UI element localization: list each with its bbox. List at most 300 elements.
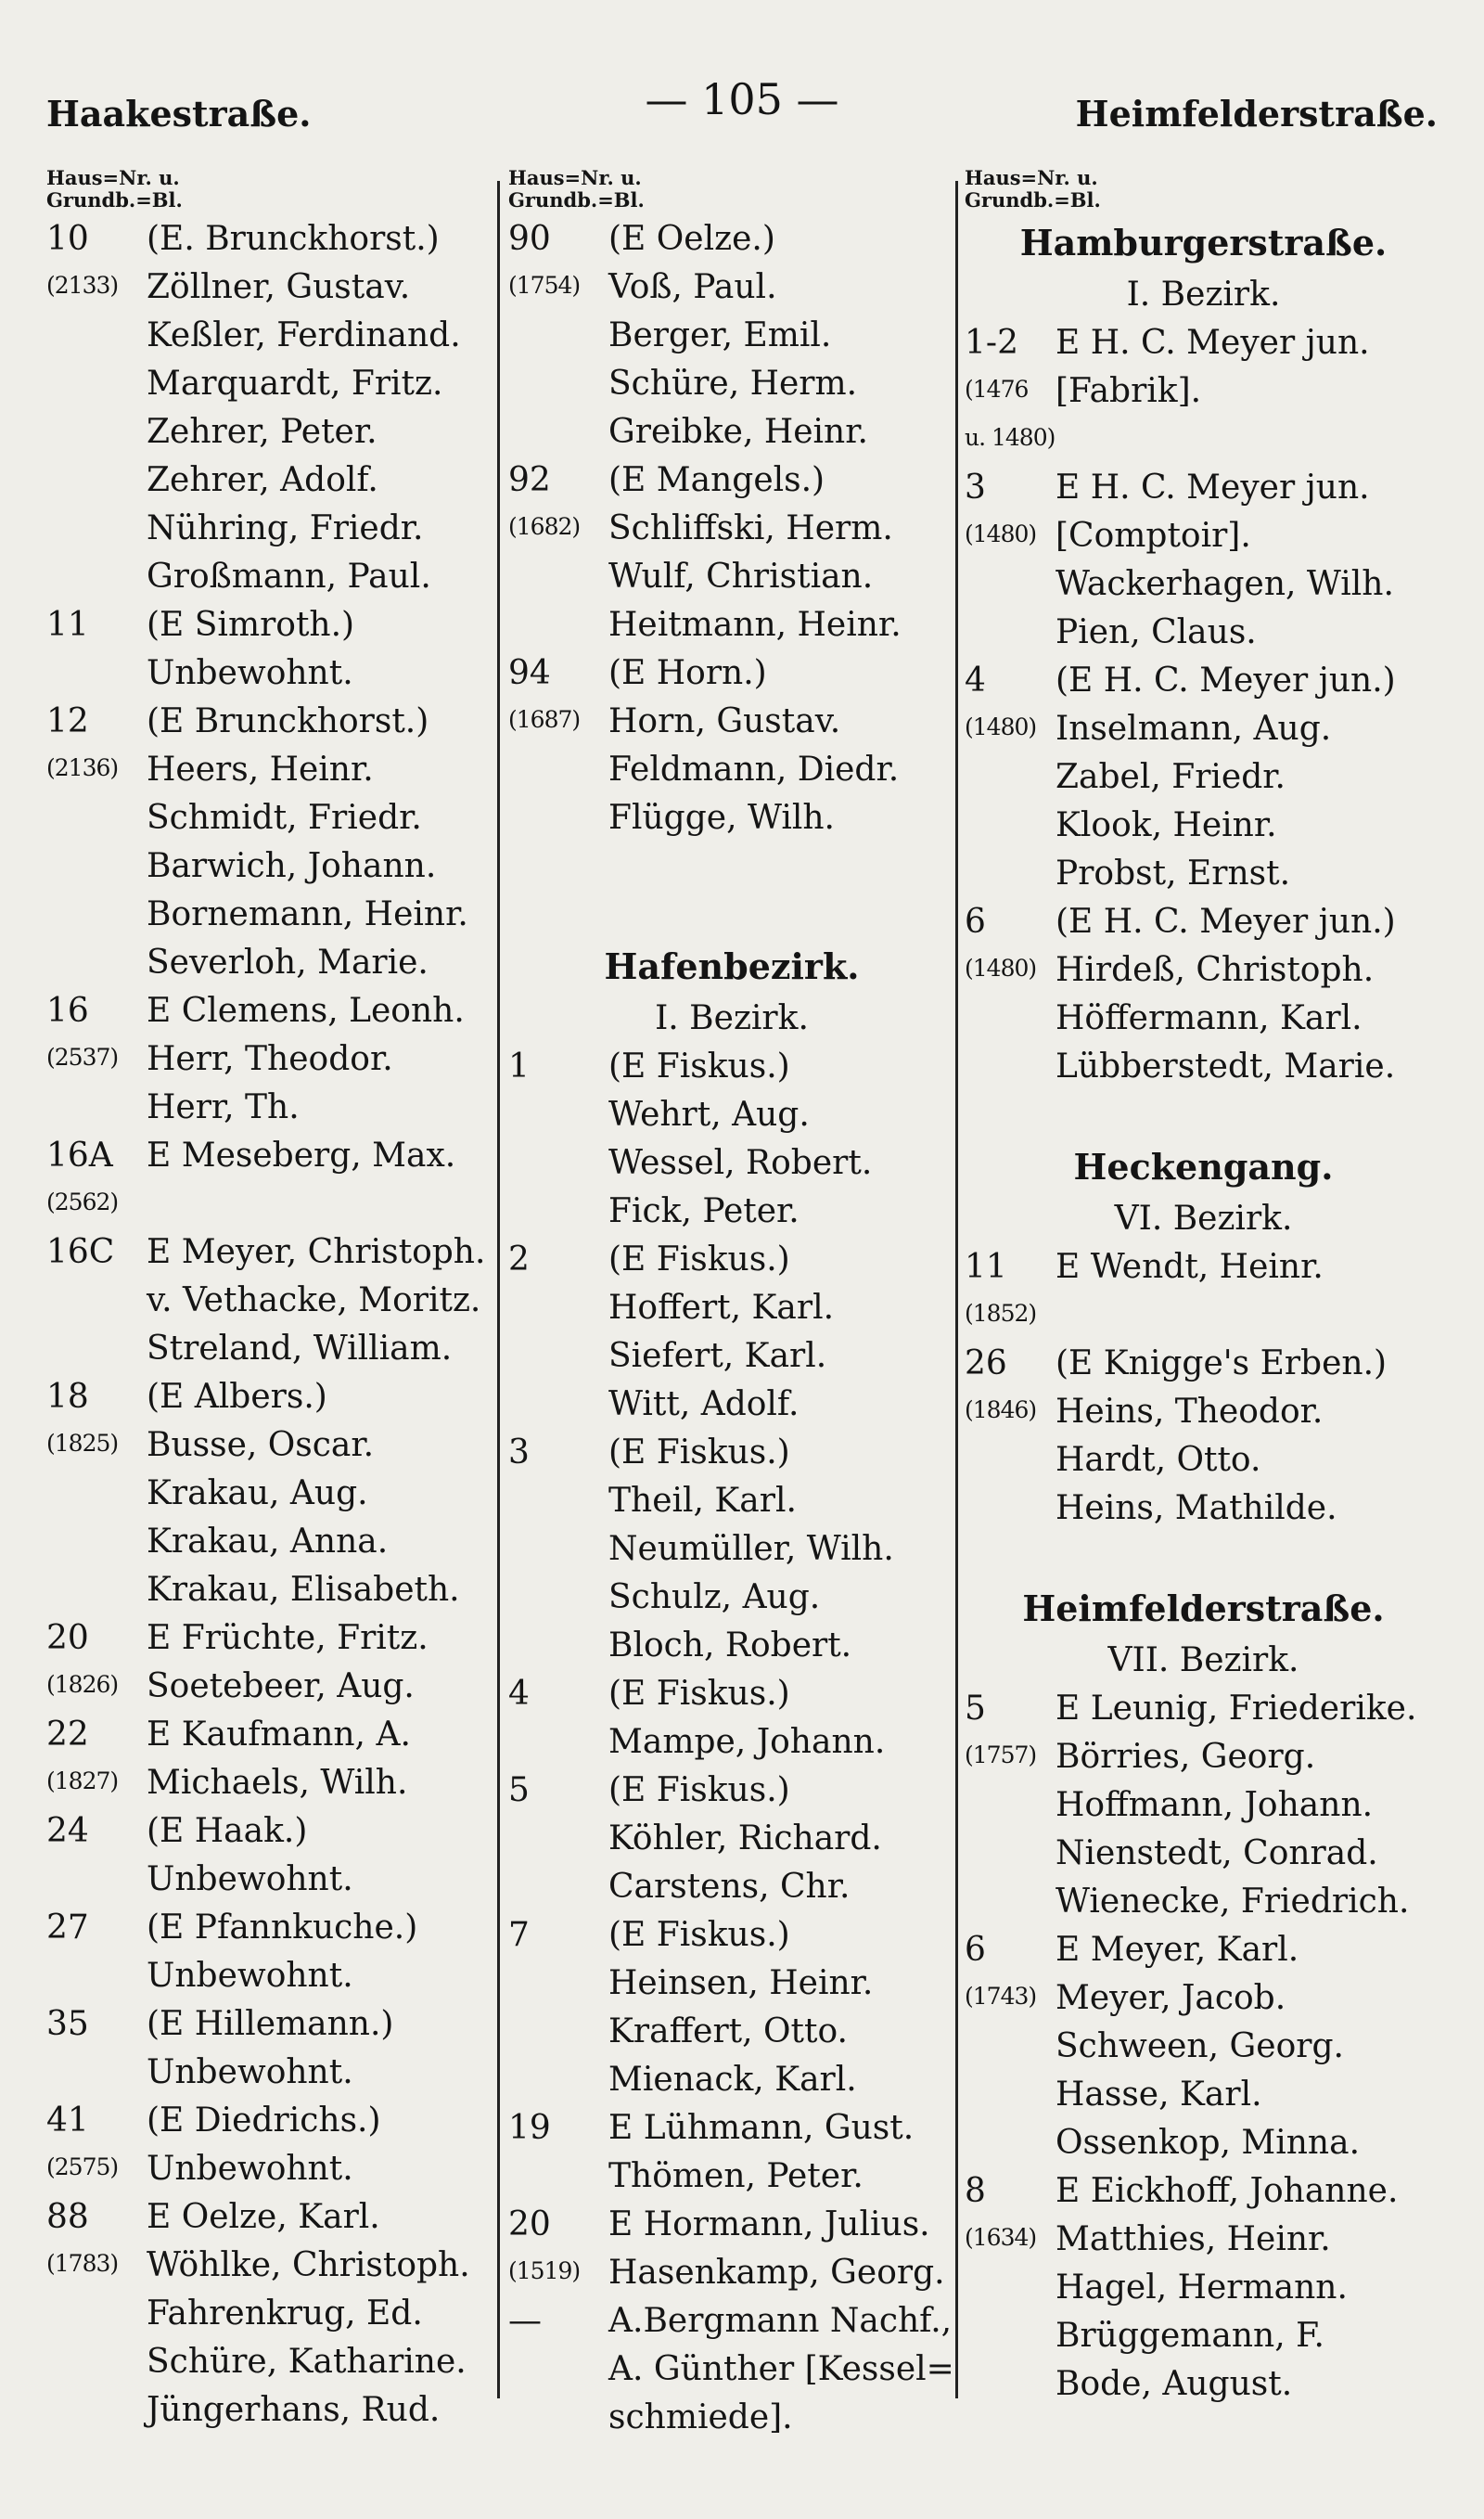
directory-line	[965, 898, 1442, 946]
column-heading-line2: Grundb.=Bl.	[965, 188, 1101, 212]
directory-line	[965, 1243, 1442, 1292]
land-register-number: (1480)	[965, 713, 1037, 740]
street-heading: Heckengang.	[1073, 1146, 1334, 1188]
land-register-number: (2537)	[46, 1044, 119, 1071]
directory-line	[508, 1043, 955, 1091]
directory-line	[46, 408, 501, 456]
page-number: — 105 —	[645, 74, 839, 124]
resident-entry: Zabel, Friedr.	[1055, 758, 1286, 796]
directory-line	[508, 1574, 955, 1622]
resident-entry: (E Fiskus.)	[608, 1771, 790, 1809]
directory-line	[46, 456, 501, 505]
directory-line	[508, 1284, 955, 1332]
directory-line	[508, 456, 955, 505]
directory-line	[46, 1711, 501, 1759]
resident-entry: E Wendt, Heinr.	[1055, 1248, 1324, 1286]
resident-entry: Neumüller, Wilh.	[608, 1530, 894, 1568]
land-register-number: (2133)	[46, 272, 119, 299]
directory-line	[965, 705, 1442, 753]
house-number: 8	[965, 2172, 986, 2210]
directory-line	[508, 1622, 955, 1670]
resident-entry: Großmann, Paul.	[147, 558, 431, 596]
directory-line	[965, 464, 1442, 512]
directory-line	[46, 987, 501, 1035]
house-number: 6	[965, 903, 986, 941]
house-number: 18	[46, 1378, 89, 1416]
house-number: —	[508, 2302, 542, 2340]
land-register-number: (1825)	[46, 1430, 119, 1457]
directory-line	[508, 1815, 955, 1863]
house-number: 20	[508, 2205, 551, 2243]
resident-entry: Unbewohnt.	[147, 2053, 353, 2091]
directory-line	[965, 512, 1442, 560]
resident-entry: E Meseberg, Max.	[147, 1137, 456, 1175]
running-head-right: Heimfelderstraße.	[1075, 93, 1438, 135]
directory-line	[46, 601, 501, 649]
directory-line	[965, 1733, 1442, 1781]
directory-line	[965, 850, 1442, 898]
directory-line	[46, 1470, 501, 1518]
resident-entry: Unbewohnt.	[147, 2150, 353, 2188]
resident-entry: E H. C. Meyer jun.	[1055, 469, 1370, 507]
resident-entry: (E Pfannkuche.)	[147, 1909, 418, 1947]
resident-entry: Wessel, Robert.	[608, 1144, 873, 1182]
column-3-entries	[965, 215, 1442, 2409]
resident-entry: (E Oelze.)	[608, 220, 775, 258]
directory-line	[46, 215, 501, 263]
resident-entry: [Comptoir].	[1055, 517, 1251, 555]
resident-entry: (E Haak.)	[147, 1812, 308, 1850]
directory-line	[508, 1236, 955, 1284]
resident-entry: Schliffski, Herm.	[608, 509, 893, 547]
directory-line	[965, 946, 1442, 995]
directory-line	[965, 995, 1442, 1043]
directory-line	[46, 649, 501, 698]
directory-line	[46, 1132, 501, 1180]
directory-line	[46, 2386, 501, 2435]
resident-entry: E Eickhoff, Johanne.	[1055, 2172, 1399, 2210]
house-number: 4	[508, 1675, 530, 1713]
resident-entry: Heins, Mathilde.	[1055, 1489, 1337, 1527]
directory-line	[46, 1566, 501, 1614]
directory-line	[508, 1911, 955, 1960]
house-number: 41	[46, 2101, 89, 2140]
resident-entry: Börries, Georg.	[1055, 1738, 1316, 1776]
directory-line	[508, 215, 955, 263]
directory-line	[46, 1084, 501, 1132]
directory-line	[46, 698, 501, 746]
resident-entry: (E Fiskus.)	[608, 1240, 790, 1279]
directory-line	[46, 1614, 501, 1663]
directory-line	[508, 2297, 955, 2345]
land-register-number: (1783)	[46, 2250, 119, 2277]
resident-entry: Probst, Ernst.	[1055, 855, 1291, 893]
column-1	[46, 167, 501, 2491]
resident-entry: Bloch, Robert.	[608, 1626, 852, 1664]
resident-entry: Jüngerhans, Rud.	[147, 2391, 441, 2429]
directory-line	[965, 2312, 1442, 2360]
spacer	[508, 891, 955, 939]
resident-entry: Soetebeer, Aug.	[147, 1667, 415, 1705]
directory-line	[965, 1878, 1442, 1926]
resident-entry: Zöllner, Gustav.	[147, 268, 411, 306]
directory-line	[46, 1856, 501, 1904]
resident-entry: (E Horn.)	[608, 654, 767, 692]
resident-entry: E Hormann, Julius.	[608, 2205, 930, 2243]
resident-entry: Wulf, Christian.	[608, 558, 874, 596]
resident-entry: Hasenkamp, Georg.	[608, 2254, 945, 2292]
directory-line	[46, 939, 501, 987]
house-number: 19	[508, 2109, 551, 2147]
resident-entry: Unbewohnt.	[147, 654, 353, 692]
resident-entry: Krakau, Anna.	[147, 1523, 389, 1561]
resident-entry: E Kaufmann, A.	[147, 1716, 411, 1754]
district-heading: VII. Bezirk.	[1107, 1641, 1299, 1679]
resident-entry: Nienstedt, Conrad.	[1055, 1834, 1378, 1872]
resident-entry: Krakau, Elisabeth.	[147, 1571, 460, 1609]
house-number: 3	[508, 1433, 530, 1472]
house-number: 1	[508, 1047, 530, 1086]
resident-entry: (E Simroth.)	[147, 606, 355, 644]
house-number: 16	[46, 992, 89, 1030]
directory-line	[965, 753, 1442, 802]
land-register-number: (1757)	[965, 1741, 1037, 1768]
resident-entry: Barwich, Johann.	[147, 847, 437, 885]
resident-entry: Heins, Theodor.	[1055, 1393, 1324, 1431]
directory-line	[508, 553, 955, 601]
directory-line	[508, 1381, 955, 1429]
house-number: 4	[965, 662, 986, 700]
directory-line	[965, 802, 1442, 850]
directory-line	[46, 505, 501, 553]
house-number: 94	[508, 654, 551, 692]
resident-entry: Inselmann, Aug.	[1055, 710, 1332, 748]
directory-line	[508, 408, 955, 456]
spacer	[508, 842, 955, 891]
resident-entry: E Leunig, Friederike.	[1055, 1690, 1417, 1728]
resident-entry: Feldmann, Diedr.	[608, 751, 900, 789]
directory-line	[965, 367, 1442, 416]
column-heading-line1: Haus=Nr. u.	[46, 166, 180, 189]
directory-line	[965, 2071, 1442, 2119]
directory-line	[965, 2216, 1442, 2264]
house-number: 90	[508, 220, 551, 258]
resident-entry: E Früchte, Fritz.	[147, 1619, 429, 1657]
directory-line	[46, 1759, 501, 1807]
house-number: 3	[965, 469, 986, 507]
directory-line	[46, 2000, 501, 2049]
resident-entry: Schmidt, Friedr.	[147, 799, 422, 837]
resident-entry: Michaels, Wilh.	[147, 1764, 408, 1802]
resident-entry: (E Diedrichs.)	[147, 2101, 381, 2140]
house-number: 1-2	[965, 324, 1018, 362]
resident-entry: Heitmann, Heinr.	[608, 606, 902, 644]
resident-entry: E Meyer, Karl.	[1055, 1931, 1299, 1969]
directory-line	[46, 312, 501, 360]
resident-entry: Unbewohnt.	[147, 1957, 353, 1995]
directory-line	[46, 1373, 501, 1421]
directory-line	[46, 1952, 501, 2000]
resident-entry: Thömen, Peter.	[608, 2157, 864, 2195]
house-number: 24	[46, 1812, 89, 1850]
resident-entry: schmiede].	[608, 2398, 793, 2436]
directory-line	[508, 1429, 955, 1477]
resident-entry: Zehrer, Peter.	[147, 413, 377, 451]
land-register-number: (2562)	[46, 1189, 119, 1215]
directory-line	[508, 1091, 955, 1139]
directory-line	[508, 1525, 955, 1574]
resident-entry: Herr, Th.	[147, 1088, 300, 1126]
resident-entry: Mienack, Karl.	[608, 2061, 857, 2099]
street-heading: Hamburgerstraße.	[1019, 222, 1388, 263]
land-register-number: (1852)	[965, 1300, 1037, 1327]
house-number: 20	[46, 1619, 89, 1657]
resident-entry: Hardt, Otto.	[1055, 1441, 1261, 1479]
resident-entry: Siefert, Karl.	[608, 1337, 827, 1375]
directory-line	[965, 1830, 1442, 1878]
resident-entry: E Clemens, Leonh.	[147, 992, 465, 1030]
resident-entry: Wienecke, Friedrich.	[1055, 1883, 1410, 1921]
resident-entry: Witt, Adolf.	[608, 1385, 800, 1423]
directory-line	[46, 1421, 501, 1470]
column-2	[508, 167, 955, 2491]
directory-line	[965, 1781, 1442, 1830]
house-number: 2	[508, 1240, 530, 1279]
directory-line	[46, 360, 501, 408]
land-register-number: (1519)	[508, 2257, 581, 2284]
directory-line	[965, 2360, 1442, 2409]
directory-line	[508, 2008, 955, 2056]
directory-line	[965, 1292, 1442, 1340]
land-register-number: (1480)	[965, 521, 1037, 547]
land-register-number: (1634)	[965, 2224, 1037, 2251]
column-heading-line1: Haus=Nr. u.	[965, 166, 1098, 189]
resident-entry: Mampe, Johann.	[608, 1723, 886, 1761]
directory-line	[965, 2119, 1442, 2167]
resident-entry: (E Fiskus.)	[608, 1675, 790, 1713]
resident-entry: Schüre, Katharine.	[147, 2343, 467, 2381]
column-3	[965, 167, 1442, 2491]
house-number: 26	[965, 1344, 1007, 1382]
column-heading	[46, 167, 501, 215]
resident-entry: [Fabrik].	[1055, 372, 1202, 410]
directory-line	[965, 1926, 1442, 1974]
directory-line	[508, 1477, 955, 1525]
resident-entry: Greibke, Heinr.	[608, 413, 868, 451]
directory-line	[46, 2049, 501, 2097]
resident-entry: Lübberstedt, Marie.	[1055, 1047, 1396, 1086]
resident-entry: Unbewohnt.	[147, 1860, 353, 1898]
resident-entry: Höffermann, Karl.	[1055, 999, 1362, 1037]
directory-line	[46, 2290, 501, 2338]
directory-line	[965, 1974, 1442, 2023]
resident-entry: A. Günther [Kessel=	[608, 2350, 954, 2388]
spacer	[965, 1091, 1442, 1139]
directory-line	[508, 2394, 955, 2442]
directory-line	[46, 891, 501, 939]
land-register-number: (2575)	[46, 2153, 119, 2180]
resident-entry: E H. C. Meyer jun.	[1055, 324, 1370, 362]
resident-entry: Horn, Gustav.	[608, 702, 841, 740]
house-number: 16A	[46, 1137, 113, 1175]
directory-line	[508, 698, 955, 746]
resident-entry: Bornemann, Heinr.	[147, 895, 468, 933]
directory-line	[508, 1332, 955, 1381]
resident-entry: Wöhlke, Christoph.	[147, 2246, 470, 2284]
directory-line	[965, 2264, 1442, 2312]
resident-entry: Krakau, Aug.	[147, 1474, 368, 1512]
resident-entry: (E H. C. Meyer jun.)	[1055, 903, 1396, 941]
street-heading: Hafenbezirk.	[604, 945, 860, 987]
directory-line	[508, 1718, 955, 1767]
land-register-number: (1754)	[508, 272, 581, 299]
district-heading: I. Bezirk.	[1126, 276, 1281, 314]
directory-line	[508, 601, 955, 649]
directory-line	[508, 1670, 955, 1718]
directory-line	[965, 416, 1442, 464]
directory-line	[508, 1767, 955, 1815]
directory-line	[46, 1518, 501, 1566]
land-register-number: (1480)	[965, 955, 1037, 982]
resident-entry: Severloh, Marie.	[147, 944, 429, 982]
resident-entry: Schween, Georg.	[1055, 2027, 1344, 2065]
resident-entry: Marquardt, Fritz.	[147, 365, 443, 403]
directory-line	[508, 746, 955, 794]
resident-entry: (E. Brunckhorst.)	[147, 220, 440, 258]
resident-entry: Nühring, Friedr.	[147, 509, 424, 547]
land-register-number: u. 1480)	[965, 424, 1055, 451]
resident-entry: Busse, Oscar.	[147, 1426, 375, 1464]
directory-line	[508, 2345, 955, 2394]
resident-entry: Pien, Claus.	[1055, 613, 1257, 651]
directory-line	[508, 505, 955, 553]
resident-entry: Berger, Emil.	[608, 316, 832, 354]
resident-entry: Hoffert, Karl.	[608, 1289, 835, 1327]
resident-entry: (E Fiskus.)	[608, 1047, 790, 1086]
house-number: 6	[965, 1931, 986, 1969]
directory-line	[46, 1904, 501, 1952]
street-heading: Heimfelderstraße.	[1022, 1587, 1385, 1629]
district-heading: I. Bezirk.	[655, 999, 809, 1037]
resident-entry: Ossenkop, Minna.	[1055, 2124, 1361, 2162]
directory-line	[965, 1685, 1442, 1733]
resident-entry: (E Hillemann.)	[147, 2005, 394, 2043]
resident-entry: Kraffert, Otto.	[608, 2012, 848, 2050]
house-number: 35	[46, 2005, 89, 2043]
resident-entry: Klook, Heinr.	[1055, 806, 1277, 844]
house-number: 27	[46, 1909, 89, 1947]
resident-entry: Hoffmann, Johann.	[1055, 1786, 1374, 1824]
directory-line	[965, 609, 1442, 657]
directory-line	[508, 360, 955, 408]
resident-entry: (E Fiskus.)	[608, 1916, 790, 1954]
directory-line	[46, 746, 501, 794]
house-number: 88	[46, 2198, 89, 2236]
column-heading-line2: Grundb.=Bl.	[508, 188, 645, 212]
resident-entry: Heinsen, Heinr.	[608, 1964, 874, 2002]
resident-entry: Carstens, Chr.	[608, 1868, 851, 1906]
directory-line	[508, 1139, 955, 1188]
directory-line	[46, 2338, 501, 2386]
directory-line	[508, 2249, 955, 2297]
resident-entry: Meyer, Jacob.	[1055, 1979, 1286, 2017]
resident-entry: Theil, Karl.	[608, 1482, 797, 1520]
resident-entry: Hasse, Karl.	[1055, 2076, 1262, 2114]
resident-entry: Köhler, Richard.	[608, 1819, 882, 1857]
directory-line	[965, 1388, 1442, 1436]
directory-line	[965, 2167, 1442, 2216]
resident-entry: E Oelze, Karl.	[147, 2198, 380, 2236]
directory-line	[508, 794, 955, 842]
resident-entry: Zehrer, Adolf.	[147, 461, 378, 499]
resident-entry: (E Albers.)	[147, 1378, 327, 1416]
resident-entry: (E H. C. Meyer jun.)	[1055, 662, 1396, 700]
house-number: 5	[508, 1771, 530, 1809]
resident-entry: Wehrt, Aug.	[608, 1096, 810, 1134]
column-1-entries	[46, 215, 501, 2435]
land-register-number: (1743)	[965, 1983, 1037, 2010]
directory-line	[508, 2201, 955, 2249]
directory-line	[508, 2153, 955, 2201]
resident-entry: v. Vethacke, Moritz.	[147, 1281, 481, 1319]
house-number: 16C	[46, 1233, 115, 1271]
land-register-number: (1687)	[508, 706, 581, 733]
resident-entry: Voß, Paul.	[608, 268, 777, 306]
resident-entry: Schüre, Herm.	[608, 365, 858, 403]
directory-line	[46, 1663, 501, 1711]
resident-entry: Brüggemann, F.	[1055, 2317, 1324, 2355]
land-register-number: (1476	[965, 376, 1029, 403]
directory-line	[46, 1325, 501, 1373]
resident-entry: Fahrenkrug, Ed.	[147, 2294, 423, 2333]
directory-line	[508, 1960, 955, 2008]
resident-entry: Hagel, Hermann.	[1055, 2268, 1348, 2307]
column-heading-line1: Haus=Nr. u.	[508, 166, 642, 189]
house-number: 22	[46, 1716, 89, 1754]
resident-entry: (E Brunckhorst.)	[147, 702, 429, 740]
directory-line	[508, 649, 955, 698]
directory-line	[508, 2104, 955, 2153]
directory-line	[965, 560, 1442, 609]
directory-line	[46, 1180, 501, 1228]
resident-entry: E Meyer, Christoph.	[147, 1233, 486, 1271]
house-number: 7	[508, 1916, 530, 1954]
directory-line	[46, 2145, 501, 2193]
directory-line	[508, 263, 955, 312]
house-number: 11	[46, 606, 89, 644]
directory-line	[965, 1340, 1442, 1388]
land-register-number: (2136)	[46, 754, 119, 781]
column-rule	[955, 181, 958, 2398]
directory-line	[46, 1807, 501, 1856]
spacer	[965, 1533, 1442, 1581]
directory-line	[46, 2193, 501, 2242]
directory-line	[46, 1228, 501, 1277]
land-register-number: (1827)	[46, 1767, 119, 1794]
resident-entry: (E Knigge's Erben.)	[1055, 1344, 1388, 1382]
resident-entry: (E Fiskus.)	[608, 1433, 790, 1472]
directory-line	[965, 2023, 1442, 2071]
resident-entry: Schulz, Aug.	[608, 1578, 821, 1616]
resident-entry: Bode, August.	[1055, 2365, 1293, 2403]
directory-line	[46, 553, 501, 601]
resident-entry: (E Mangels.)	[608, 461, 825, 499]
directory-line	[46, 2242, 501, 2290]
directory-line	[508, 2056, 955, 2104]
directory-line	[46, 263, 501, 312]
house-number: 5	[965, 1690, 986, 1728]
resident-entry: E Lühmann, Gust.	[608, 2109, 915, 2147]
